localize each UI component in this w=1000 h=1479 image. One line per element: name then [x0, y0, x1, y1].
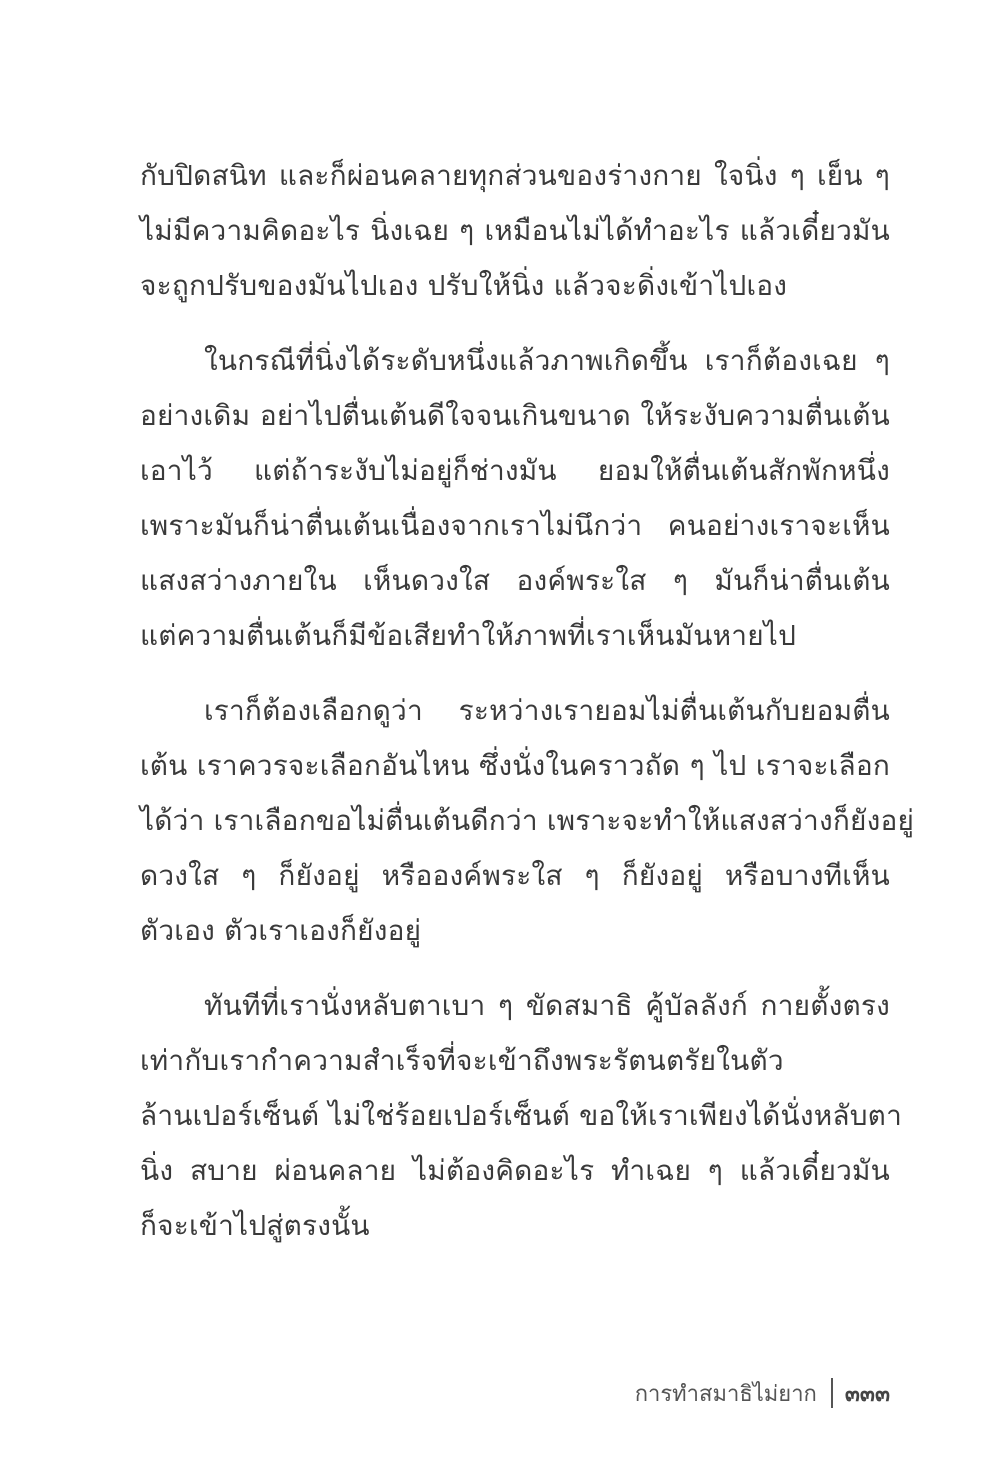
text-line: ในกรณีที่นิ่งได้ระดับหนึ่งแล้วภาพเกิดขึ้น เราก็ต้องเฉย ๆ: [204, 344, 890, 377]
page-footer: [635, 1375, 890, 1411]
text-line: ก็จะเข้าไปสู่ตรงนั้น: [140, 1209, 370, 1242]
paragraph-2: [140, 333, 890, 663]
text-line: จะถูกปรับของมันไปเอง ปรับให้นิ่ง แล้วจะดิ่งเข้าไปเอง: [140, 269, 788, 302]
text-line: ได้ว่า เราเลือกขอไม่ตื่นเต้นดีกว่า เพราะจะทำให้แสงสว่างก็ยังอยู่: [140, 804, 915, 837]
body-text: [140, 148, 915, 1273]
text-line: เต้น เราควรจะเลือกอันไหน ซึ่งนั่งในคราวถัด ๆ ไป เราจะเลือก: [140, 749, 890, 782]
text-line: ไม่มีความคิดอะไร นิ่งเฉย ๆ เหมือนไม่ได้ทำอะไร แล้วเดี๋ยวมัน: [140, 214, 890, 247]
text-line: อย่างเดิม อย่าไปตื่นเต้นดีใจจนเกินขนาด ให้ระงับความตื่นเต้น: [140, 399, 890, 432]
paragraph-4: [140, 978, 902, 1253]
text-line: แต่ความตื่นเต้นก็มีข้อเสียทำให้ภาพที่เราเห็นมันหายไป: [140, 619, 797, 652]
text-line: ตัวเอง ตัวเราเองก็ยังอยู่: [140, 914, 422, 947]
text-line: แสงสว่างภายใน เห็นดวงใส องค์พระใส ๆ มันก็น่าตื่นเต้น: [140, 564, 890, 597]
text-line: ล้านเปอร์เซ็นต์ ไม่ใช่ร้อยเปอร์เซ็นต์ ขอให้เราเพียงได้นั่งหลับตา: [140, 1099, 902, 1132]
text-line: เพราะมันก็น่าตื่นเต้นเนื่องจากเราไม่นึกว่า คนอย่างเราจะเห็น: [140, 509, 890, 542]
running-title: การทำสมาธิไม่ยาก: [634, 1381, 817, 1407]
text-line: ทันทีที่เรานั่งหลับตาเบา ๆ ขัดสมาธิ คู้บัลลังก์ กายตั้งตรง: [204, 989, 890, 1022]
text-line: กับปิดสนิท และก็ผ่อนคลายทุกส่วนของร่างกาย ใจนิ่ง ๆ เย็น ๆ: [140, 159, 890, 192]
paragraph-3: [140, 683, 915, 958]
text-line: ดวงใส ๆ ก็ยังอยู่ หรือองค์พระใส ๆ ก็ยังอยู่ หรือบางทีเห็น: [140, 859, 890, 892]
text-line: เราก็ต้องเลือกดูว่า ระหว่างเรายอมไม่ตื่นเต้นกับยอมตื่น: [204, 694, 890, 727]
text-line: นิ่ง สบาย ผ่อนคลาย ไม่ต้องคิดอะไร ทำเฉย ๆ แล้วเดี๋ยวมัน: [140, 1154, 890, 1187]
text-line: เอาไว้ แต่ถ้าระงับไม่อยู่ก็ช่างมัน ยอมให้ตื่นเต้นสักพักหนึ่ง: [140, 454, 890, 487]
text-line: เท่ากับเรากำความสำเร็จที่จะเข้าถึงพระรัตนตรัยในตัว: [140, 1044, 784, 1077]
footer-divider: [831, 1378, 833, 1408]
page-number: ๓๓๓: [844, 1381, 890, 1407]
paragraph-1: [140, 148, 890, 313]
